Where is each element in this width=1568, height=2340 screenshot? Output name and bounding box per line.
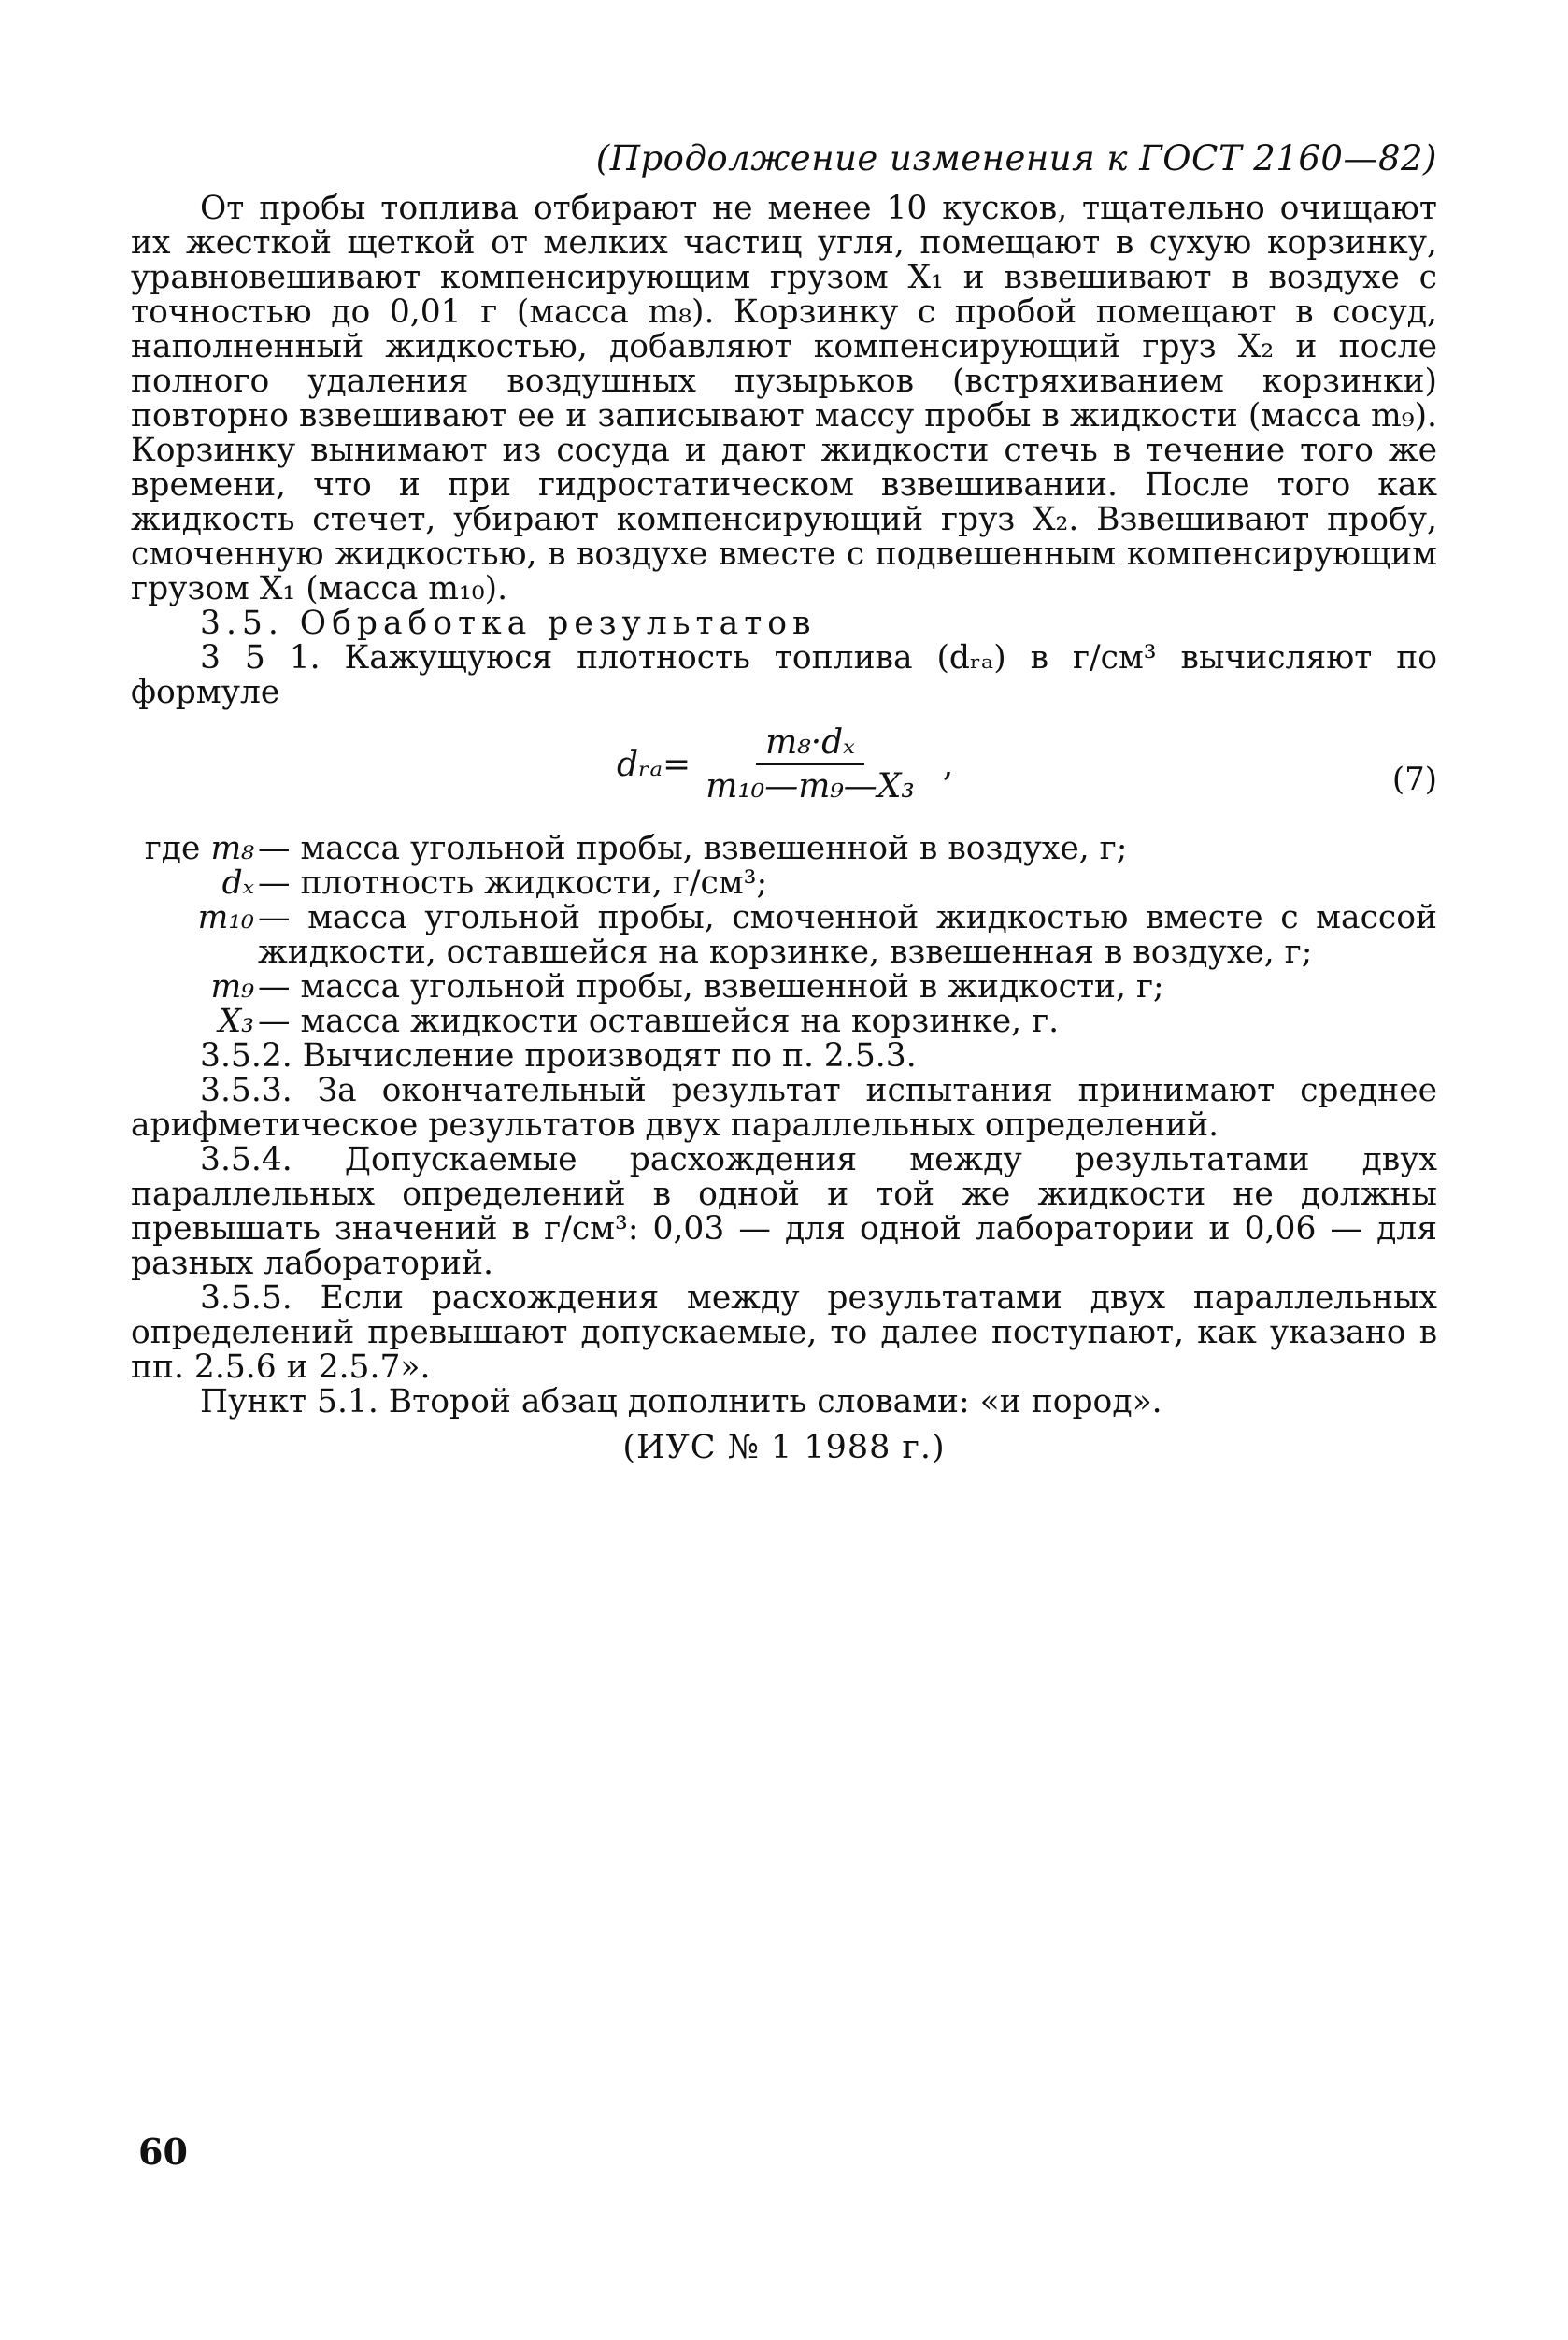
formula-numerator: m₈·dₓ [756, 725, 864, 765]
definition-text: — масса жидкости оставшейся на корзинке, г. [258, 1003, 1060, 1040]
definition-item [131, 970, 1437, 1005]
definition-item [131, 866, 1437, 901]
definition-item [131, 1005, 1437, 1039]
definition-item [131, 832, 1437, 866]
body-text [131, 192, 1437, 1465]
clause-3-5-2: 3.5.2. Вычисление производят по п. 2.5.3. [200, 1037, 917, 1075]
definition-symbol: dₓ [221, 864, 254, 902]
definition-text: — масса угольной пробы, взвешенной в воздухе, г; [258, 830, 1128, 867]
equation-number: (7) [1391, 761, 1437, 798]
definition-symbol: X₃ [218, 1003, 254, 1040]
formula-lhs: dᵣₐ= [617, 745, 691, 784]
definition-symbol [131, 832, 258, 866]
clause-3-5-3: 3.5.3. За окончательный результат испытания принимают среднее арифметическое результатов двух параллельных определений. [131, 1072, 1437, 1144]
definition-symbol-text: m₈ [210, 830, 254, 867]
clause-3-5-4: 3.5.4. Допускаемые расхождения между результатами двух параллельных определений в одной и той же жидкости не должны превышать значений в г/см³: 0,03 — для одной лаборатории и 0,06 — для разных лабораторий. [131, 1141, 1437, 1282]
definitions-list [131, 832, 1437, 1039]
formula [617, 725, 953, 804]
clause-3-5-1: 3 5 1. Кажущуюся плотность топлива (dᵣₐ) в г/см³ вычисляют по формуле [131, 639, 1437, 711]
definition-symbol: m₉ [210, 968, 254, 1006]
section-heading: 3.5. Обработка результатов [200, 605, 817, 642]
definition-item [131, 901, 1437, 970]
definition-text: — плотность жидкости, г/см³; [258, 864, 768, 902]
definition-text: — масса угольной пробы, взвешенной в жидкости, г; [258, 968, 1164, 1006]
clause-5-1-amendment: Пункт 5.1. Второй абзац дополнить словами: «и пород». [200, 1383, 1162, 1420]
clause-3-5-5: 3.5.5. Если расхождения между результатами двух параллельных определений превышают допускаемые, то далее поступают, как указано в пп. 2.5.6 и 2.5.7». [131, 1279, 1437, 1386]
paragraph-procedure: От пробы топлива отбирают не менее 10 кусков, тщательно очищают их жесткой щеткой от мелких частиц угля, помещают в сухую корзинку, уравновешивают компенсирующим грузом X₁ и взвешивают в воздухе с точностью до 0,01 г (масса m₈). Корзинку с пробой помещают в сосуд, наполненный жидкостью, добавляют компенсирующий груз X₂ и после полного удаления воздушных пузырьков (встряхиванием корзинки) повторно взвешивают ее и записывают массу пробы в жидкости (масса m₉). Корзинку вынимают из сосуда и дают жидкости стечь в течение того же времени, что и при гидростатическом взвешивании. После того как жидкость стечет, убирают компенсирующий груз X₂. Взвешивают пробу, смоченную жидкостью, в воздухе вместе с подвешенным компенсирующим грузом X₁ (масса m₁₀). [131, 190, 1437, 607]
formula-denominator: m₁₀—m₉—X₃ [706, 767, 915, 806]
formula-comma: , [942, 745, 954, 784]
definition-text: — масса угольной пробы, смоченной жидкостью вместе с массой жидкости, оставшейся на корзинке, взвешенная в воздухе, г; [258, 899, 1437, 971]
formula-block [131, 721, 1437, 832]
definition-symbol: m₁₀ [197, 899, 254, 936]
page-number: 60 [138, 2131, 188, 2173]
publication-reference: (ИУС № 1 1988 г.) [622, 1429, 946, 1466]
running-header: (Продолжение изменения к ГОСТ 2160—82) [595, 138, 1437, 178]
definition-prefix: где [144, 830, 201, 867]
formula-fraction [696, 725, 924, 804]
